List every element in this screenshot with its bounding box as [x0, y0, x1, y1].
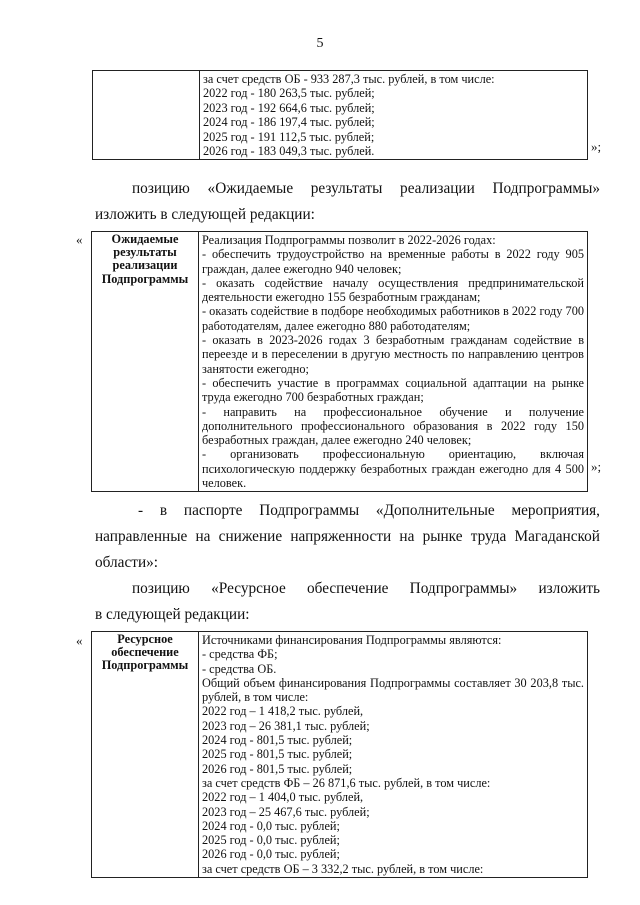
resource-line: Источниками финансирования Подпрограммы являются:: [202, 633, 502, 647]
results-line: Реализация Подпрограммы позволит в 2022-2026 годах:: [202, 233, 496, 247]
resource-line: 2024 год - 0,0 тыс. рублей;: [202, 818, 340, 833]
page-number: 5: [316, 36, 324, 51]
resource-line: Общий объем финансирования Подпрограммы составляет 30 203,8 тыс. рублей, в том числе:: [202, 675, 584, 705]
funding-line: 2024 год - 186 197,4 тыс. рублей;: [203, 115, 375, 130]
paragraph-line: позицию «Ресурсное обеспечение Подпрограммы» изложить: [132, 580, 600, 597]
resource-line: 2025 год - 801,5 тыс. рублей;: [202, 747, 353, 762]
empty-label-cell: [93, 71, 200, 160]
resource-provision-table: [91, 631, 588, 878]
opening-quote-mark: «: [76, 232, 83, 247]
paragraph-line: изложить в следующей редакции:: [95, 206, 315, 223]
resource-line: 2026 год - 801,5 тыс. рублей;: [202, 761, 353, 776]
paragraph-line: направленные на снижение напряженности на рынке труда Магаданской: [95, 528, 600, 545]
expected-results-table: [91, 231, 588, 492]
resource-line: за счет средств ОБ – 3 332,2 тыс. рублей, в том числе:: [202, 861, 484, 876]
section-label: Ресурсное обеспечение Подпрограммы: [92, 632, 199, 878]
resource-line: 2025 год - 0,0 тыс. рублей;: [202, 833, 340, 848]
results-text-cell: [199, 232, 588, 492]
results-line: - направить на профессиональное обучение и получение дополнительного профессионального образования в 2022 году 150 безработных граждан, далее ежегодно 240 человек;: [202, 404, 584, 448]
paragraph-line: области»:: [95, 554, 159, 571]
funding-line: 2026 год - 183 049,3 тыс. рублей.: [203, 144, 375, 159]
resource-line: за счет средств ФБ – 26 871,6 тыс. рублей, в том числе:: [202, 775, 491, 790]
funding-line: за счет средств ОБ - 933 287,3 тыс. рублей, в том числе:: [203, 72, 495, 86]
resource-line: 2022 год – 1 418,2 тыс. рублей,: [202, 704, 364, 719]
resource-line: 2024 год - 801,5 тыс. рублей;: [202, 733, 353, 748]
results-line: - обеспечить трудоустройство на временные работы в 2022 году 905 граждан, далее ежегодно 940 человек;: [202, 247, 584, 276]
resource-line: 2022 год – 1 404,0 тыс. рублей,: [202, 790, 364, 805]
results-line: - оказать содействие в подборе необходимых работников в 2022 году 700 работодателям, далее ежегодно 880 работодателям;: [202, 304, 584, 333]
funding-line: 2022 год - 180 263,5 тыс. рублей;: [203, 86, 375, 101]
funding-text-cell: [200, 71, 588, 160]
resource-line: - средства ФБ;: [202, 647, 278, 662]
paragraph-line: - в паспорте Подпрограммы «Дополнительные мероприятия,: [138, 502, 600, 519]
section-label: Ожидаемые результаты реализации Подпрограммы: [92, 232, 199, 492]
resource-line: 2026 год - 0,0 тыс. рублей;: [202, 847, 340, 862]
paragraph-line: позицию «Ожидаемые результаты реализации Подпрограммы»: [132, 180, 600, 197]
resource-text-cell: [199, 632, 588, 878]
table-row: [92, 232, 588, 492]
results-line: - оказать содействие началу осуществления предпринимательской деятельности ежегодно 155 безработным гражданам;: [202, 275, 584, 305]
resource-line: 2023 год – 25 467,6 тыс. рублей;: [202, 804, 370, 819]
resource-line: - средства ОБ.: [202, 661, 277, 676]
paragraph-line: в следующей редакции:: [95, 606, 250, 623]
funding-table-continuation: [92, 70, 588, 160]
resource-line: 2023 год – 26 381,1 тыс. рублей;: [202, 718, 370, 733]
table-row: [93, 71, 588, 160]
funding-line: 2023 год - 192 664,6 тыс. рублей;: [203, 100, 375, 115]
results-line: - оказать в 2023-2026 годах 3 безработным гражданам содействие в переезде и в переселении в другую местность по направлению центров занятости ежегодно;: [202, 333, 584, 376]
results-line: - организовать профессиональную ориентацию, включая психологическую поддержку безработных граждан ежегодно для 4 500 человек.: [202, 447, 584, 491]
closing-quote-mark: »;: [591, 459, 602, 474]
results-line: - обеспечить участие в программах социальной адаптации на рынке труда ежегодно 700 безработных граждан;: [202, 375, 584, 405]
opening-quote-mark: «: [76, 633, 83, 648]
funding-line: 2025 год - 191 112,5 тыс. рублей;: [203, 129, 375, 144]
table-row: [92, 632, 588, 878]
closing-quote-mark: »;: [591, 139, 602, 154]
